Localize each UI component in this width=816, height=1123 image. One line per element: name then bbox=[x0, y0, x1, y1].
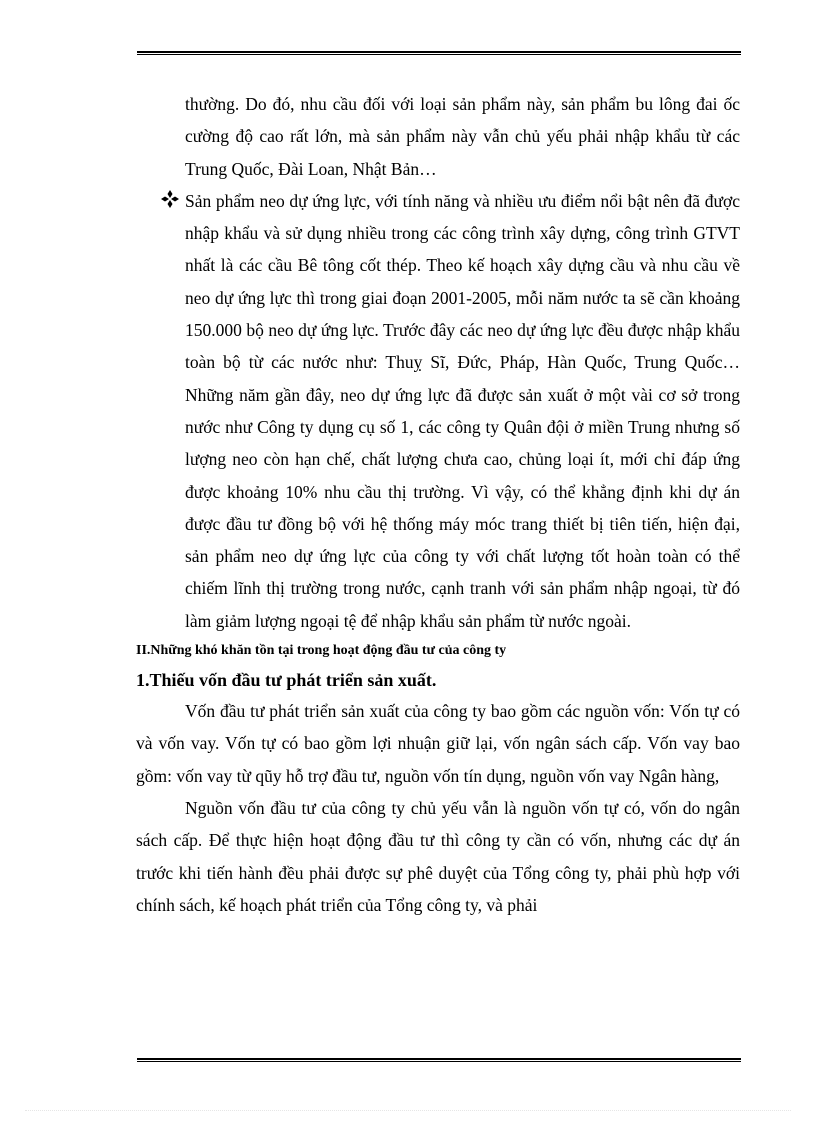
bullet-item bbox=[136, 185, 740, 637]
page-edge-dotted-line bbox=[25, 1110, 791, 1111]
header-double-rule bbox=[137, 51, 741, 55]
subsection-heading: 1.Thiếu vốn đầu tư phát triển sản xuất. bbox=[136, 670, 437, 691]
body-paragraph-2: Nguồn vốn đầu tư của công ty chủ yếu vẫn là nguồn vốn tự có, vốn do ngân sách cấp. Để thực hiện hoạt động đầu tư thì công ty cần có vốn, nhưng các dự án trước khi tiến hành đều phải được sự phê duyệt của Tổng công ty, phải phù hợp với chính sách, kế hoạch phát triển của Tổng công ty, và phải bbox=[136, 797, 740, 915]
bullet-text: Sản phẩm neo dự ứng lực, với tính năng và nhiều ưu điểm nổi bật nên đã được nhập khẩu và sử dụng nhiều trong các công trình xây dựng, công trình GTVT nhất là các cầu Bê tông cốt thép. Theo kế hoạch xây dựng cầu và nhu cầu về neo dự ứng lực thì trong giai đoạn 2001-2005, mỗi năm nước ta sẽ cần khoảng 150.000 bộ neo dự ứng lực. Trước đây các neo dự ứng lực đều được nhập khẩu toàn bộ từ các nước như: Thuỵ Sĩ, Đức, Pháp, Hàn Quốc, Trung Quốc… Những năm gần đây, neo dự ứng lực đã được sản xuất ở một vài cơ sở trong nước như Công ty dụng cụ số 1, các công ty Quân đội ở miền Trung nhưng số lượng neo còn hạn chế, chất lượng chưa cao, chủng loại ít, mới chỉ đáp ứng được khoảng 10% nhu cầu thị trường. Vì vậy, có thể khẳng định khi dự án được đầu tư đồng bộ với hệ thống máy móc trang thiết bị tiên tiến, hiện đại, sản phẩm neo dự ứng lực của công ty với chất lượng tốt hoàn toàn có thể chiếm lĩnh thị trường trong nước, cạnh tranh với sản phẩm nhập ngoại, từ đó làm giảm lượng ngoại tệ để nhập khẩu sản phẩm từ nước ngoài. bbox=[185, 190, 740, 631]
body-paragraph-1: Vốn đầu tư phát triển sản xuất của công ty bao gồm các nguồn vốn: Vốn tự có và vốn vay. Vốn tự có bao gồm lợi nhuận giữ lại, vốn ngân sách cấp. Vốn vay bao gồm: vốn vay từ qũy hỗ trợ đầu tư, nguồn vốn tín dụng, nguồn vốn vay Ngân hàng, bbox=[136, 701, 740, 786]
four-diamond-bullet-icon bbox=[161, 190, 179, 208]
continued-paragraph: thường. Do đó, nhu cầu đối với loại sản phẩm này, sản phẩm bu lông đai ốc cường độ cao rất lớn, mà sản phẩm này vẫn chủ yếu phải nhập khẩu từ các Trung Quốc, Đài Loan, Nhật Bản… bbox=[185, 94, 740, 179]
section-heading: II.Những khó khăn tồn tại trong hoạt động đầu tư của công ty bbox=[136, 643, 507, 659]
footer-double-rule bbox=[137, 1058, 741, 1062]
document-body bbox=[136, 88, 740, 921]
